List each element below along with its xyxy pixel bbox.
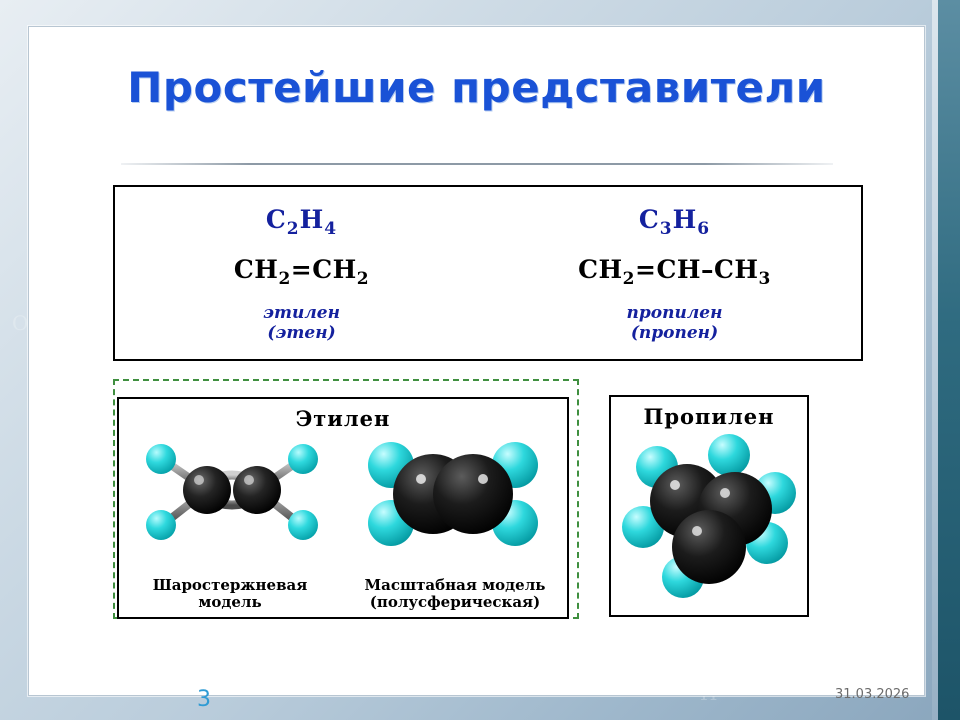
molecular-formula-propylene-c: C bbox=[638, 205, 660, 234]
compound-name-propylene-primary: пропилен bbox=[626, 303, 723, 323]
molecular-formula-propylene bbox=[488, 205, 861, 239]
formula-box bbox=[113, 185, 863, 361]
ethylene-space-filling-caption-line1: Масштабная модель bbox=[364, 575, 546, 594]
ethylene-models-panel bbox=[117, 397, 569, 619]
compound-name-ethylene-primary: этилен bbox=[263, 303, 340, 323]
molecular-formula-propylene-h-count: 6 bbox=[697, 219, 711, 239]
propylene-space-filling-model bbox=[617, 431, 801, 609]
ethylene-ball-and-stick-model bbox=[127, 435, 337, 553]
molecular-formula-ethylene-c: C bbox=[265, 205, 287, 234]
ethylene-ball-and-stick-caption bbox=[123, 577, 337, 612]
molecular-formula-ethylene-c-count: 2 bbox=[286, 219, 300, 239]
title-divider bbox=[121, 163, 833, 165]
propylene-panel-heading: Пропилен bbox=[643, 404, 775, 429]
formula-column-ethylene bbox=[115, 187, 488, 343]
ethylene-space-filling-caption-line2: (полусферическая) bbox=[369, 592, 541, 611]
molecular-formula-ethylene bbox=[115, 205, 488, 239]
molecular-formula-propylene-c-count: 3 bbox=[659, 219, 673, 239]
ethylene-ball-and-stick-caption-line2: модель bbox=[198, 592, 262, 611]
structural-formula-ethylene: $CH_2=CH_2$ bbox=[233, 255, 370, 289]
svg-text:O: O bbox=[12, 311, 29, 335]
molecular-formula-ethylene-h: H bbox=[299, 205, 325, 234]
ethylene-space-filling-caption bbox=[343, 577, 567, 612]
date-stamp: 31.03.2026 bbox=[835, 687, 910, 702]
molecular-formula-propylene-h: H bbox=[672, 205, 698, 234]
compound-name-ethylene-alt: (этен) bbox=[267, 323, 336, 344]
compound-name-ethylene bbox=[115, 303, 488, 343]
slide-content-panel bbox=[28, 26, 925, 712]
ethylene-ball-and-stick-caption-line1: Шаростержневая bbox=[152, 575, 308, 594]
compound-name-propylene bbox=[488, 303, 861, 343]
compound-name-propylene-alt: (пропен) bbox=[630, 323, 719, 344]
molecular-formula-ethylene-h-count: 4 bbox=[324, 219, 338, 239]
formula-column-propylene bbox=[488, 187, 861, 343]
slide-number: 3 bbox=[197, 687, 211, 712]
slide-right-accent-bar bbox=[938, 0, 960, 720]
propylene-model-panel bbox=[609, 395, 809, 617]
slide-right-accent-highlight bbox=[932, 0, 938, 720]
ethylene-panel-heading: Этилен bbox=[295, 406, 391, 431]
structural-formula-propylene: $CH_2=CH-CH_3$ bbox=[578, 255, 771, 289]
page-title: Простейшие представители bbox=[127, 63, 826, 112]
ethylene-models-dashed-frame bbox=[113, 379, 579, 619]
ethylene-space-filling-model bbox=[343, 435, 563, 553]
